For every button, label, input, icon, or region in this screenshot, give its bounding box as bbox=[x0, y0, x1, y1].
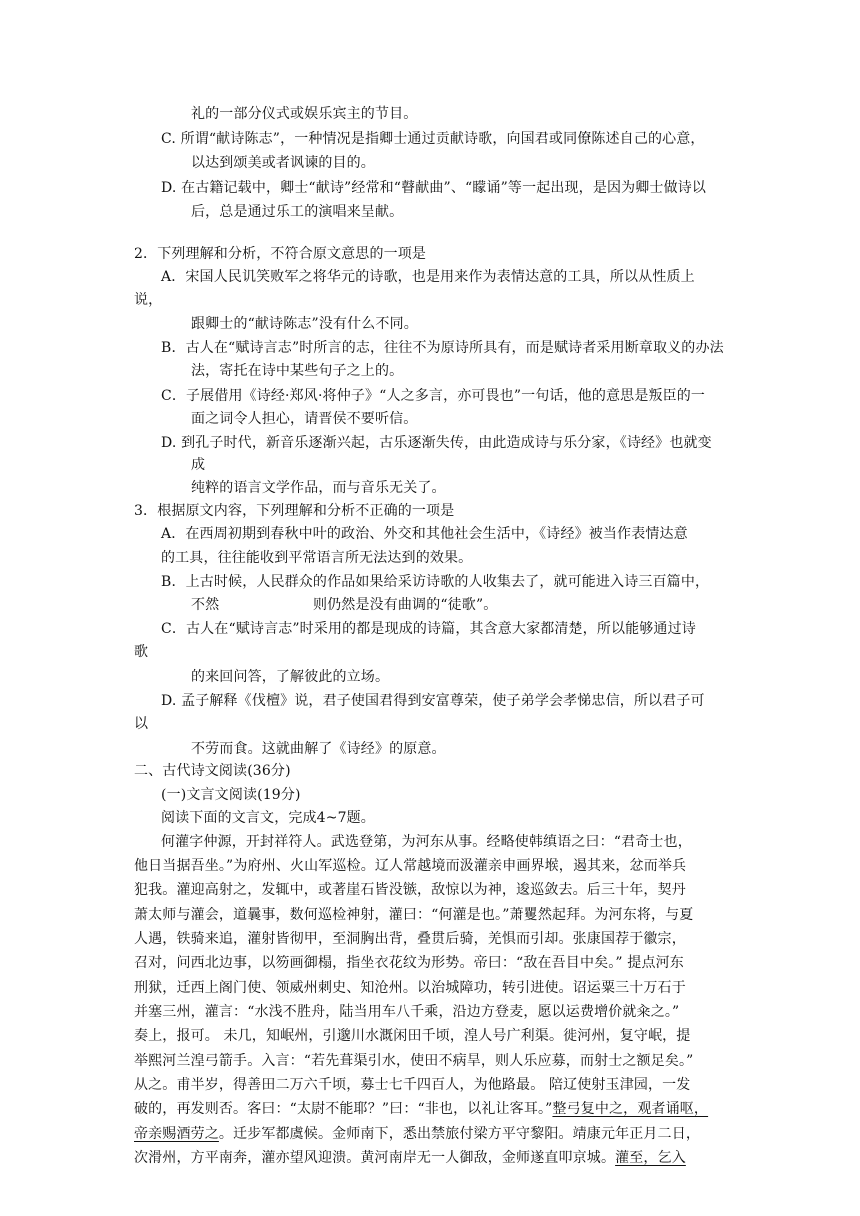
section-heading: 二、古代诗文阅读(36分) bbox=[134, 763, 291, 779]
text-line: 纯粹的语言文学作品，而与音乐无关了。 bbox=[191, 480, 446, 496]
instruction-line: 阅读下面的文言文，完成4~7题。 bbox=[161, 810, 375, 826]
underlined-sentence: 灌至，乞入 bbox=[615, 1150, 686, 1166]
passage-line: 他日当据吾坐。”为府州、火山军巡检。辽人常越境而汲灌亲申画界堠，遏其来，忿而举兵 bbox=[134, 858, 687, 874]
text-line: C．古人在“赋诗言志”时采用的都是现成的诗篇，其含意大家都清楚，所以能够通过诗 bbox=[161, 621, 696, 637]
text-line: A．在西周初期到春秋中叶的政治、外交和其他社会生活中，《诗经》被当作表情达意 bbox=[161, 526, 688, 542]
text-line: 歌 bbox=[134, 644, 149, 660]
passage-text: 。迁步军都虞候。金师南下，悉出禁旅付梁方平守黎阳。靖康元年正月二日， bbox=[218, 1126, 701, 1142]
text-line: C. 所谓“献诗陈志”，一种情况是指卿士通过贡献诗歌，向国君或同僚陈述自己的心意， bbox=[161, 131, 705, 147]
text-line: 不劳而食。这就曲解了《诗经》的原意。 bbox=[191, 741, 446, 757]
underlined-sentence: 整弓复中之，观者诵呕， bbox=[552, 1101, 709, 1117]
text-line: B．古人在“赋诗言志”时所言的志，往往不为原诗所具有，而是赋诗者采用断章取义的办法 bbox=[161, 340, 724, 356]
text-line: 后，总是通过乐工的演唱来呈献。 bbox=[191, 204, 404, 220]
passage-line bbox=[134, 1124, 700, 1144]
subsection-heading: (一)文言文阅读(19分) bbox=[161, 787, 301, 803]
text-line: 不然 bbox=[191, 597, 220, 613]
passage-line: 刑狱，迁西上阁门使、领威州刺史、知沧州。以治城障功，转引进使。诏运粟三十万石于 bbox=[134, 980, 686, 996]
text-line: 法，寄托在诗中某些句子之上的。 bbox=[191, 363, 404, 379]
text-line: 面之词令人担心，请晋侯不要听信。 bbox=[191, 411, 418, 427]
passage-line: 犯我。灌迎高射之，发辄中，或著崖石皆没镞，敌惊以为神，逡巡敛去。后三十年，契丹 bbox=[134, 882, 686, 898]
text-line: C．子展借用《诗经·郑风·将仲子》“人之多言，亦可畏也”一句话，他的意思是叛臣的一 bbox=[161, 388, 706, 404]
passage-line: 人遇，铁骑来追，灌射皆彻甲，至洞胸出背，叠贯后骑，羌惧而引却。张康国荐于徽宗， bbox=[134, 931, 686, 947]
passage-line bbox=[134, 1148, 686, 1168]
passage-line: 举熙河兰湟弓箭手。入言：“若先葺渠引水，使田不病旱，则人乐应募，而射士之额足矣。” bbox=[134, 1053, 694, 1069]
text-line: B．上古时候，人民群众的作品如果给采访诗歌的人收集去了，就可能进入诗三百篇中， bbox=[161, 574, 710, 590]
passage-line: 萧太师与灌会，道曩事，数何巡检神射，灌曰：“何灌是也。”萧矍然起拜。为河东将，与夏 bbox=[134, 907, 694, 923]
text-line: D. 在古籍记载中，卿士“献诗”经常和“瞽献曲”、“矇诵”等一起出现，是因为卿士做诗以 bbox=[161, 180, 707, 196]
text-line: 的工具，往往能收到平常语言所无法达到的效果。 bbox=[161, 550, 473, 566]
passage-line bbox=[134, 1099, 708, 1119]
passage-line: 何灌字仲源，开封祥符人。武选登第，为河东从事。经略使韩缜语之曰：“君奇士也， bbox=[161, 834, 692, 850]
text-line: 以 bbox=[134, 716, 149, 732]
text-line: D. 孟子解释《伐檀》说，君子使国君得到安富尊荣，使子弟学会孝悌忠信，所以君子可 bbox=[161, 693, 705, 709]
passage-line: 召对，问西北边事，以笏画御榻，指坐衣花纹为形势。帝曰：“敌在吾目中矣。” 提点河东 bbox=[134, 955, 684, 971]
text-line: D. 到孔子时代，新音乐逐渐兴起，古乐逐渐失传，由此造成诗与乐分家，《诗经》也就变 bbox=[161, 435, 712, 451]
question-heading: 2．下列理解和分析，不符合原文意思的一项是 bbox=[134, 246, 427, 262]
text-line: 以达到颂美或者讽谏的目的。 bbox=[191, 155, 375, 171]
text-line: A．宋国人民讥笑败军之将华元的诗歌，也是用来作为表情达意的工具，所以从性质上 bbox=[161, 269, 695, 285]
passage-line: 并塞三州，灌言：“水浅不胜舟，陆当用车八千乘，沿边方登麦，愿以运费增价就籴之。” bbox=[134, 1004, 680, 1020]
passage-text: 破的，再发则否。客曰：“太尉不能耶？”曰：“非也，以礼让客耳。” bbox=[134, 1101, 553, 1117]
passage-text: 次滑州，方平南奔，灌亦望风迎溃。黄河南岸无一人御敌，金师遂直叩京城。 bbox=[134, 1150, 616, 1166]
text-line: 礼的一部分仪式或娱乐宾主的节目。 bbox=[191, 106, 418, 122]
question-heading: 3．根据原文内容，下列理解和分析不正确的一项是 bbox=[134, 503, 455, 519]
text-line: 则仍然是没有曲调的“徒歌”。 bbox=[313, 597, 498, 613]
text-line: 说， bbox=[134, 292, 163, 308]
text-line: 的来回问答，了解彼此的立场。 bbox=[191, 669, 390, 685]
passage-line: 从之。甫半岁，得善田二万六千顷，募士七千四百人，为他路最。 陪辽使射玉津园，一发 bbox=[134, 1077, 691, 1093]
text-line: 成 bbox=[191, 457, 206, 473]
underlined-sentence: 帝亲赐酒劳之 bbox=[134, 1126, 219, 1142]
text-line: 跟卿士的“献诗陈志”没有什么不同。 bbox=[191, 316, 418, 332]
passage-line: 奏上，报可。 未几，知岷州，引邈川水溉闲田千顷，湟人号广利渠。徙河州，复守岷，提 bbox=[134, 1028, 691, 1044]
